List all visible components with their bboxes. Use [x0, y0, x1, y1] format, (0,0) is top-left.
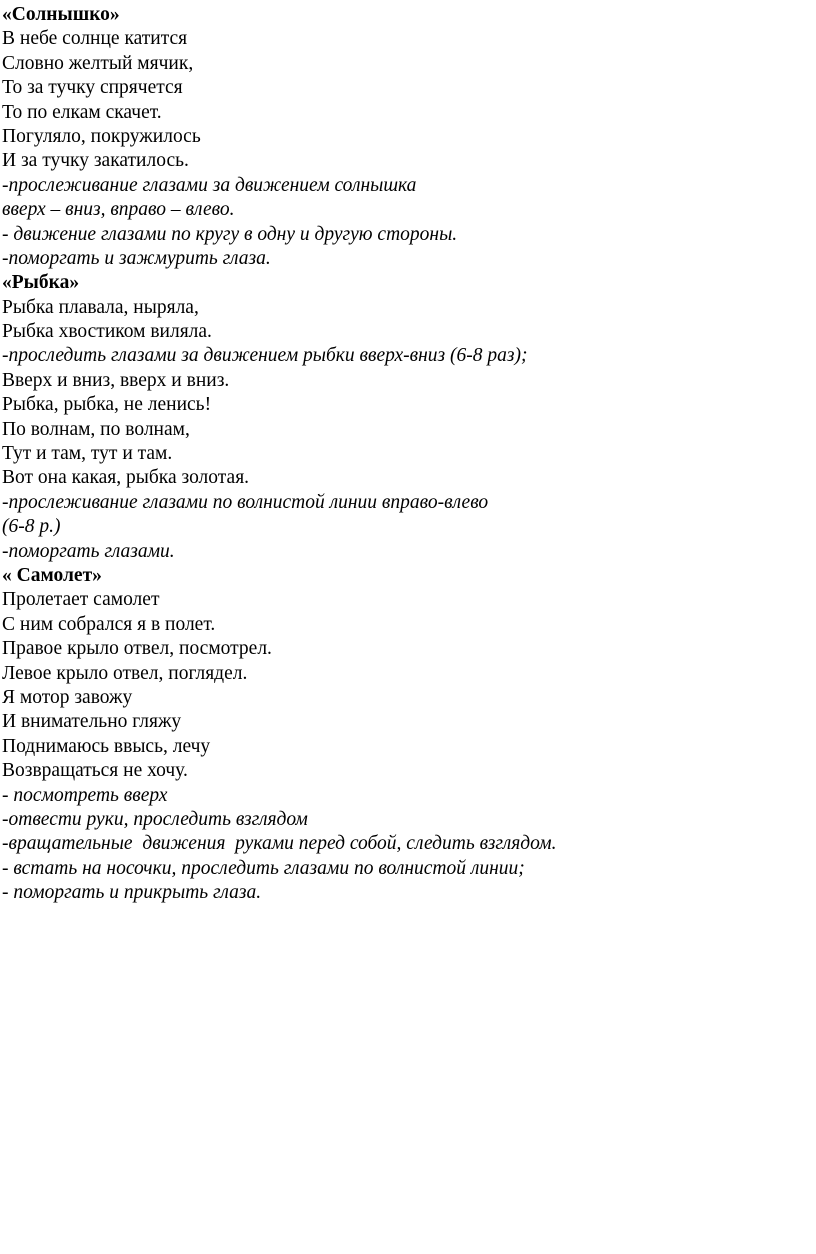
poem-line: То за тучку спрячется	[2, 77, 183, 99]
poem-line: И за тучку закатилось.	[2, 150, 189, 172]
poem-line: Пролетает самолет	[2, 589, 160, 611]
exercise-instruction: -поморгать и зажмурить глаза.	[2, 247, 271, 269]
exercise-instruction: -прослеживание глазами за движением солнышка	[2, 174, 417, 196]
section-title: « Самолет»	[2, 564, 102, 586]
section-title: «Рыбка»	[2, 272, 80, 294]
exercise-instruction: -отвести руки, проследить взглядом	[2, 808, 308, 830]
exercise-instruction: -проследить глазами за движением рыбки вверх-вниз (6-8 раз);	[2, 345, 528, 367]
poem-line: Левое крыло отвел, поглядел.	[2, 662, 248, 684]
exercise-instruction: -вращательные движения руками перед собой, следить взглядом.	[2, 833, 557, 855]
exercise-instruction: -прослеживание глазами по волнистой линии вправо-влево	[2, 491, 489, 513]
poem-line: И внимательно гляжу	[2, 711, 182, 733]
exercise-instruction: вверх – вниз, вправо – влево.	[2, 199, 235, 221]
poem-line: В небе солнце катится	[2, 28, 188, 50]
poem-line: Рыбка хвостиком виляла.	[2, 321, 212, 343]
poem-line: Правое крыло отвел, посмотрел.	[2, 638, 272, 660]
section-title: «Солнышко»	[2, 4, 120, 25]
poem-line: Вот она какая, рыбка золотая.	[2, 467, 250, 489]
poem-line: Поднимаюсь ввысь, лечу	[2, 735, 211, 757]
document-content	[2, 3, 802, 905]
poem-line: Погуляло, покружилось	[2, 125, 201, 147]
exercise-instruction: -поморгать глазами.	[2, 540, 175, 562]
exercise-instruction: - посмотреть вверх	[2, 784, 168, 806]
poem-line: Словно желтый мячик,	[2, 52, 194, 74]
poem-line: Тут и там, тут и там.	[2, 443, 173, 465]
poem-line: Я мотор завожу	[2, 686, 133, 708]
poem-line: Рыбка плавала, ныряла,	[2, 296, 199, 318]
poem-line: Вверх и вниз, вверх и вниз.	[2, 369, 230, 391]
poem-line: Возвращаться не хочу.	[2, 760, 188, 782]
poem-line: По волнам, по волнам,	[2, 418, 190, 440]
exercise-instruction: - движение глазами по кругу в одну и другую стороны.	[2, 223, 458, 245]
exercise-instruction: - поморгать и прикрыть глаза.	[2, 882, 262, 904]
poem-line: Рыбка, рыбка, не ленись!	[2, 394, 212, 416]
document-page	[2, 3, 802, 905]
poem-line: То по елкам скачет.	[2, 101, 162, 123]
exercise-instruction: (6-8 р.)	[2, 516, 61, 538]
exercise-instruction: - встать на носочки, проследить глазами по волнистой линии;	[2, 857, 525, 879]
poem-line: С ним собрался я в полет.	[2, 613, 216, 635]
